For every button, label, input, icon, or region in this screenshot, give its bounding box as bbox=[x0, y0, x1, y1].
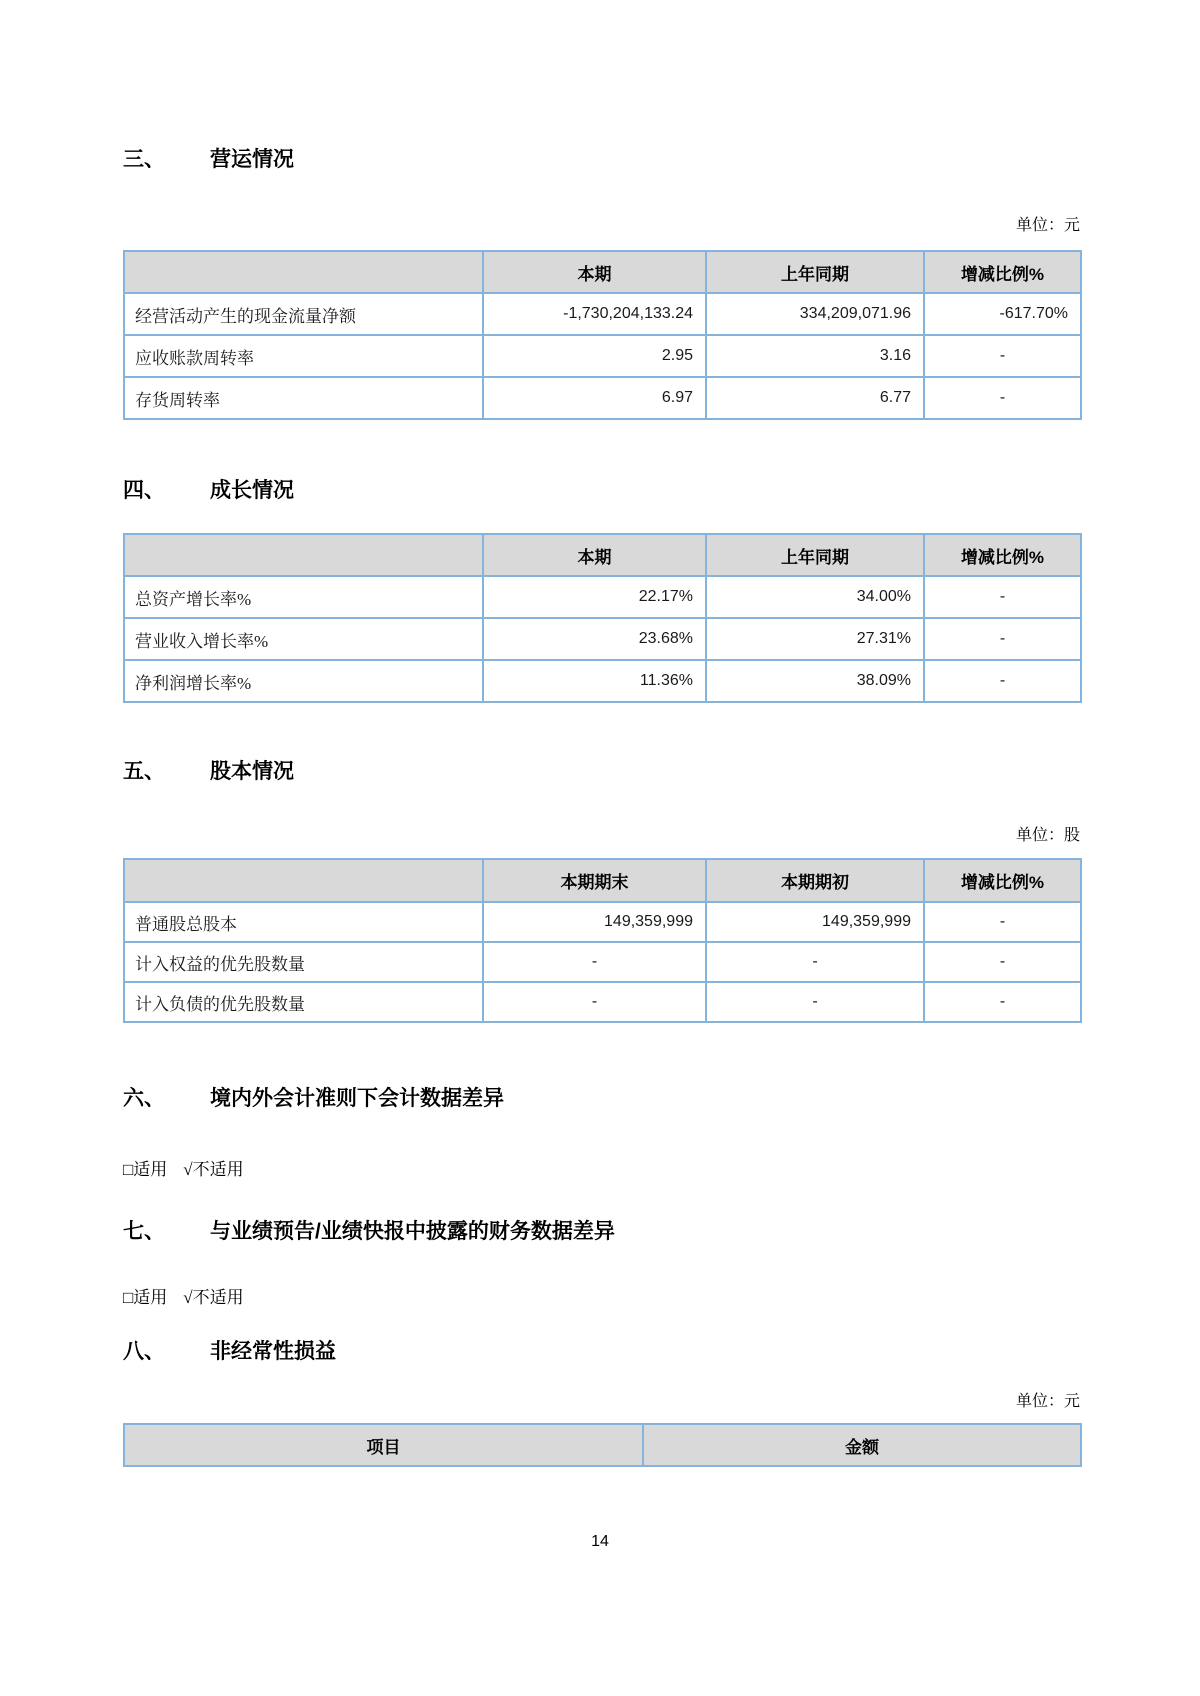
col-header-prior: 上年同期 bbox=[706, 534, 924, 576]
cell-change: - bbox=[924, 660, 1081, 702]
cell-change: - bbox=[924, 377, 1081, 419]
heading-number: 三、 bbox=[123, 148, 165, 171]
heading-number: 六、 bbox=[123, 1087, 165, 1110]
cell-change: - bbox=[924, 982, 1081, 1022]
page-number: 14 bbox=[591, 1533, 609, 1550]
col-header-change: 增减比例% bbox=[924, 251, 1081, 293]
cell-change: - bbox=[924, 576, 1081, 618]
cell-prior: 34.00% bbox=[706, 576, 924, 618]
col-header-current: 本期 bbox=[483, 251, 706, 293]
applicable-option: □适用 bbox=[123, 1288, 168, 1307]
heading-number: 五、 bbox=[123, 760, 165, 783]
row-label: 计入负债的优先股数量 bbox=[124, 982, 483, 1022]
cell-current: 11.36% bbox=[483, 660, 706, 702]
cell-prior: 6.77 bbox=[706, 377, 924, 419]
applicability-line bbox=[123, 1286, 1080, 1310]
cell-period-start: - bbox=[706, 942, 924, 982]
heading-title: 境内外会计准则下会计数据差异 bbox=[210, 1087, 504, 1110]
cell-prior: 27.31% bbox=[706, 618, 924, 660]
table-header-row bbox=[124, 251, 1081, 293]
growth-table bbox=[123, 533, 1082, 703]
col-header-change: 增减比例% bbox=[924, 859, 1081, 902]
table-header-row bbox=[124, 859, 1081, 902]
row-label: 存货周转率 bbox=[124, 377, 483, 419]
col-header-prior: 上年同期 bbox=[706, 251, 924, 293]
section-heading-non-recurring bbox=[123, 1338, 1080, 1366]
heading-title: 非经常性损益 bbox=[210, 1340, 336, 1363]
cell-period-start: 149,359,999 bbox=[706, 902, 924, 942]
cell-prior: 3.16 bbox=[706, 335, 924, 377]
col-header-period-start: 本期期初 bbox=[706, 859, 924, 902]
cell-period-start: - bbox=[706, 982, 924, 1022]
section-heading-accounting-differences bbox=[123, 1085, 1080, 1113]
table-row bbox=[124, 942, 1081, 982]
col-header-current: 本期 bbox=[483, 534, 706, 576]
col-header-blank bbox=[124, 859, 483, 902]
heading-title: 成长情况 bbox=[210, 479, 294, 502]
table-row bbox=[124, 293, 1081, 335]
row-label: 营业收入增长率% bbox=[124, 618, 483, 660]
table-row bbox=[124, 377, 1081, 419]
section-heading-operations bbox=[123, 146, 1080, 174]
col-header-change: 增减比例% bbox=[924, 534, 1081, 576]
col-header-blank bbox=[124, 534, 483, 576]
heading-number: 八、 bbox=[123, 1340, 165, 1363]
section-heading-forecast-differences bbox=[123, 1218, 1080, 1246]
cell-current: -1,730,204,133.24 bbox=[483, 293, 706, 335]
applicable-option: □适用 bbox=[123, 1160, 168, 1179]
table-row bbox=[124, 335, 1081, 377]
cell-period-end: - bbox=[483, 942, 706, 982]
cell-current: 6.97 bbox=[483, 377, 706, 419]
non-recurring-table bbox=[123, 1423, 1082, 1467]
row-label: 经营活动产生的现金流量净额 bbox=[124, 293, 483, 335]
col-header-period-end: 本期期末 bbox=[483, 859, 706, 902]
row-label: 应收账款周转率 bbox=[124, 335, 483, 377]
table-row bbox=[124, 982, 1081, 1022]
heading-number: 四、 bbox=[123, 479, 165, 502]
col-header-item: 项目 bbox=[124, 1424, 643, 1466]
not-applicable-option: √不适用 bbox=[183, 1288, 244, 1307]
cell-period-end: - bbox=[483, 982, 706, 1022]
row-label: 普通股总股本 bbox=[124, 902, 483, 942]
heading-title: 股本情况 bbox=[210, 760, 294, 783]
col-header-blank bbox=[124, 251, 483, 293]
cell-change: -617.70% bbox=[924, 293, 1081, 335]
heading-title: 与业绩预告/业绩快报中披露的财务数据差异 bbox=[210, 1220, 615, 1243]
operations-table bbox=[123, 250, 1082, 420]
table-row bbox=[124, 576, 1081, 618]
cell-period-end: 149,359,999 bbox=[483, 902, 706, 942]
col-header-amount: 金额 bbox=[643, 1424, 1081, 1466]
heading-number: 七、 bbox=[123, 1220, 165, 1243]
unit-label: 单位：股 bbox=[1015, 827, 1080, 844]
row-label: 净利润增长率% bbox=[124, 660, 483, 702]
cell-current: 22.17% bbox=[483, 576, 706, 618]
table-header-row bbox=[124, 1424, 1081, 1466]
heading-title: 营运情况 bbox=[210, 148, 294, 171]
cell-change: - bbox=[924, 335, 1081, 377]
cell-prior: 38.09% bbox=[706, 660, 924, 702]
cell-change: - bbox=[924, 942, 1081, 982]
share-capital-table bbox=[123, 858, 1082, 1023]
applicability-line bbox=[123, 1158, 1080, 1182]
section-heading-growth bbox=[123, 477, 1080, 505]
unit-label: 单位：元 bbox=[1015, 1393, 1080, 1410]
row-label: 总资产增长率% bbox=[124, 576, 483, 618]
table-header-row bbox=[124, 534, 1081, 576]
cell-current: 23.68% bbox=[483, 618, 706, 660]
unit-label: 单位：元 bbox=[1015, 217, 1080, 234]
section-heading-share-capital bbox=[123, 758, 1080, 786]
not-applicable-option: √不适用 bbox=[183, 1160, 244, 1179]
cell-change: - bbox=[924, 618, 1081, 660]
table-row bbox=[124, 618, 1081, 660]
cell-change: - bbox=[924, 902, 1081, 942]
cell-current: 2.95 bbox=[483, 335, 706, 377]
row-label: 计入权益的优先股数量 bbox=[124, 942, 483, 982]
table-row bbox=[124, 902, 1081, 942]
cell-prior: 334,209,071.96 bbox=[706, 293, 924, 335]
table-row bbox=[124, 660, 1081, 702]
